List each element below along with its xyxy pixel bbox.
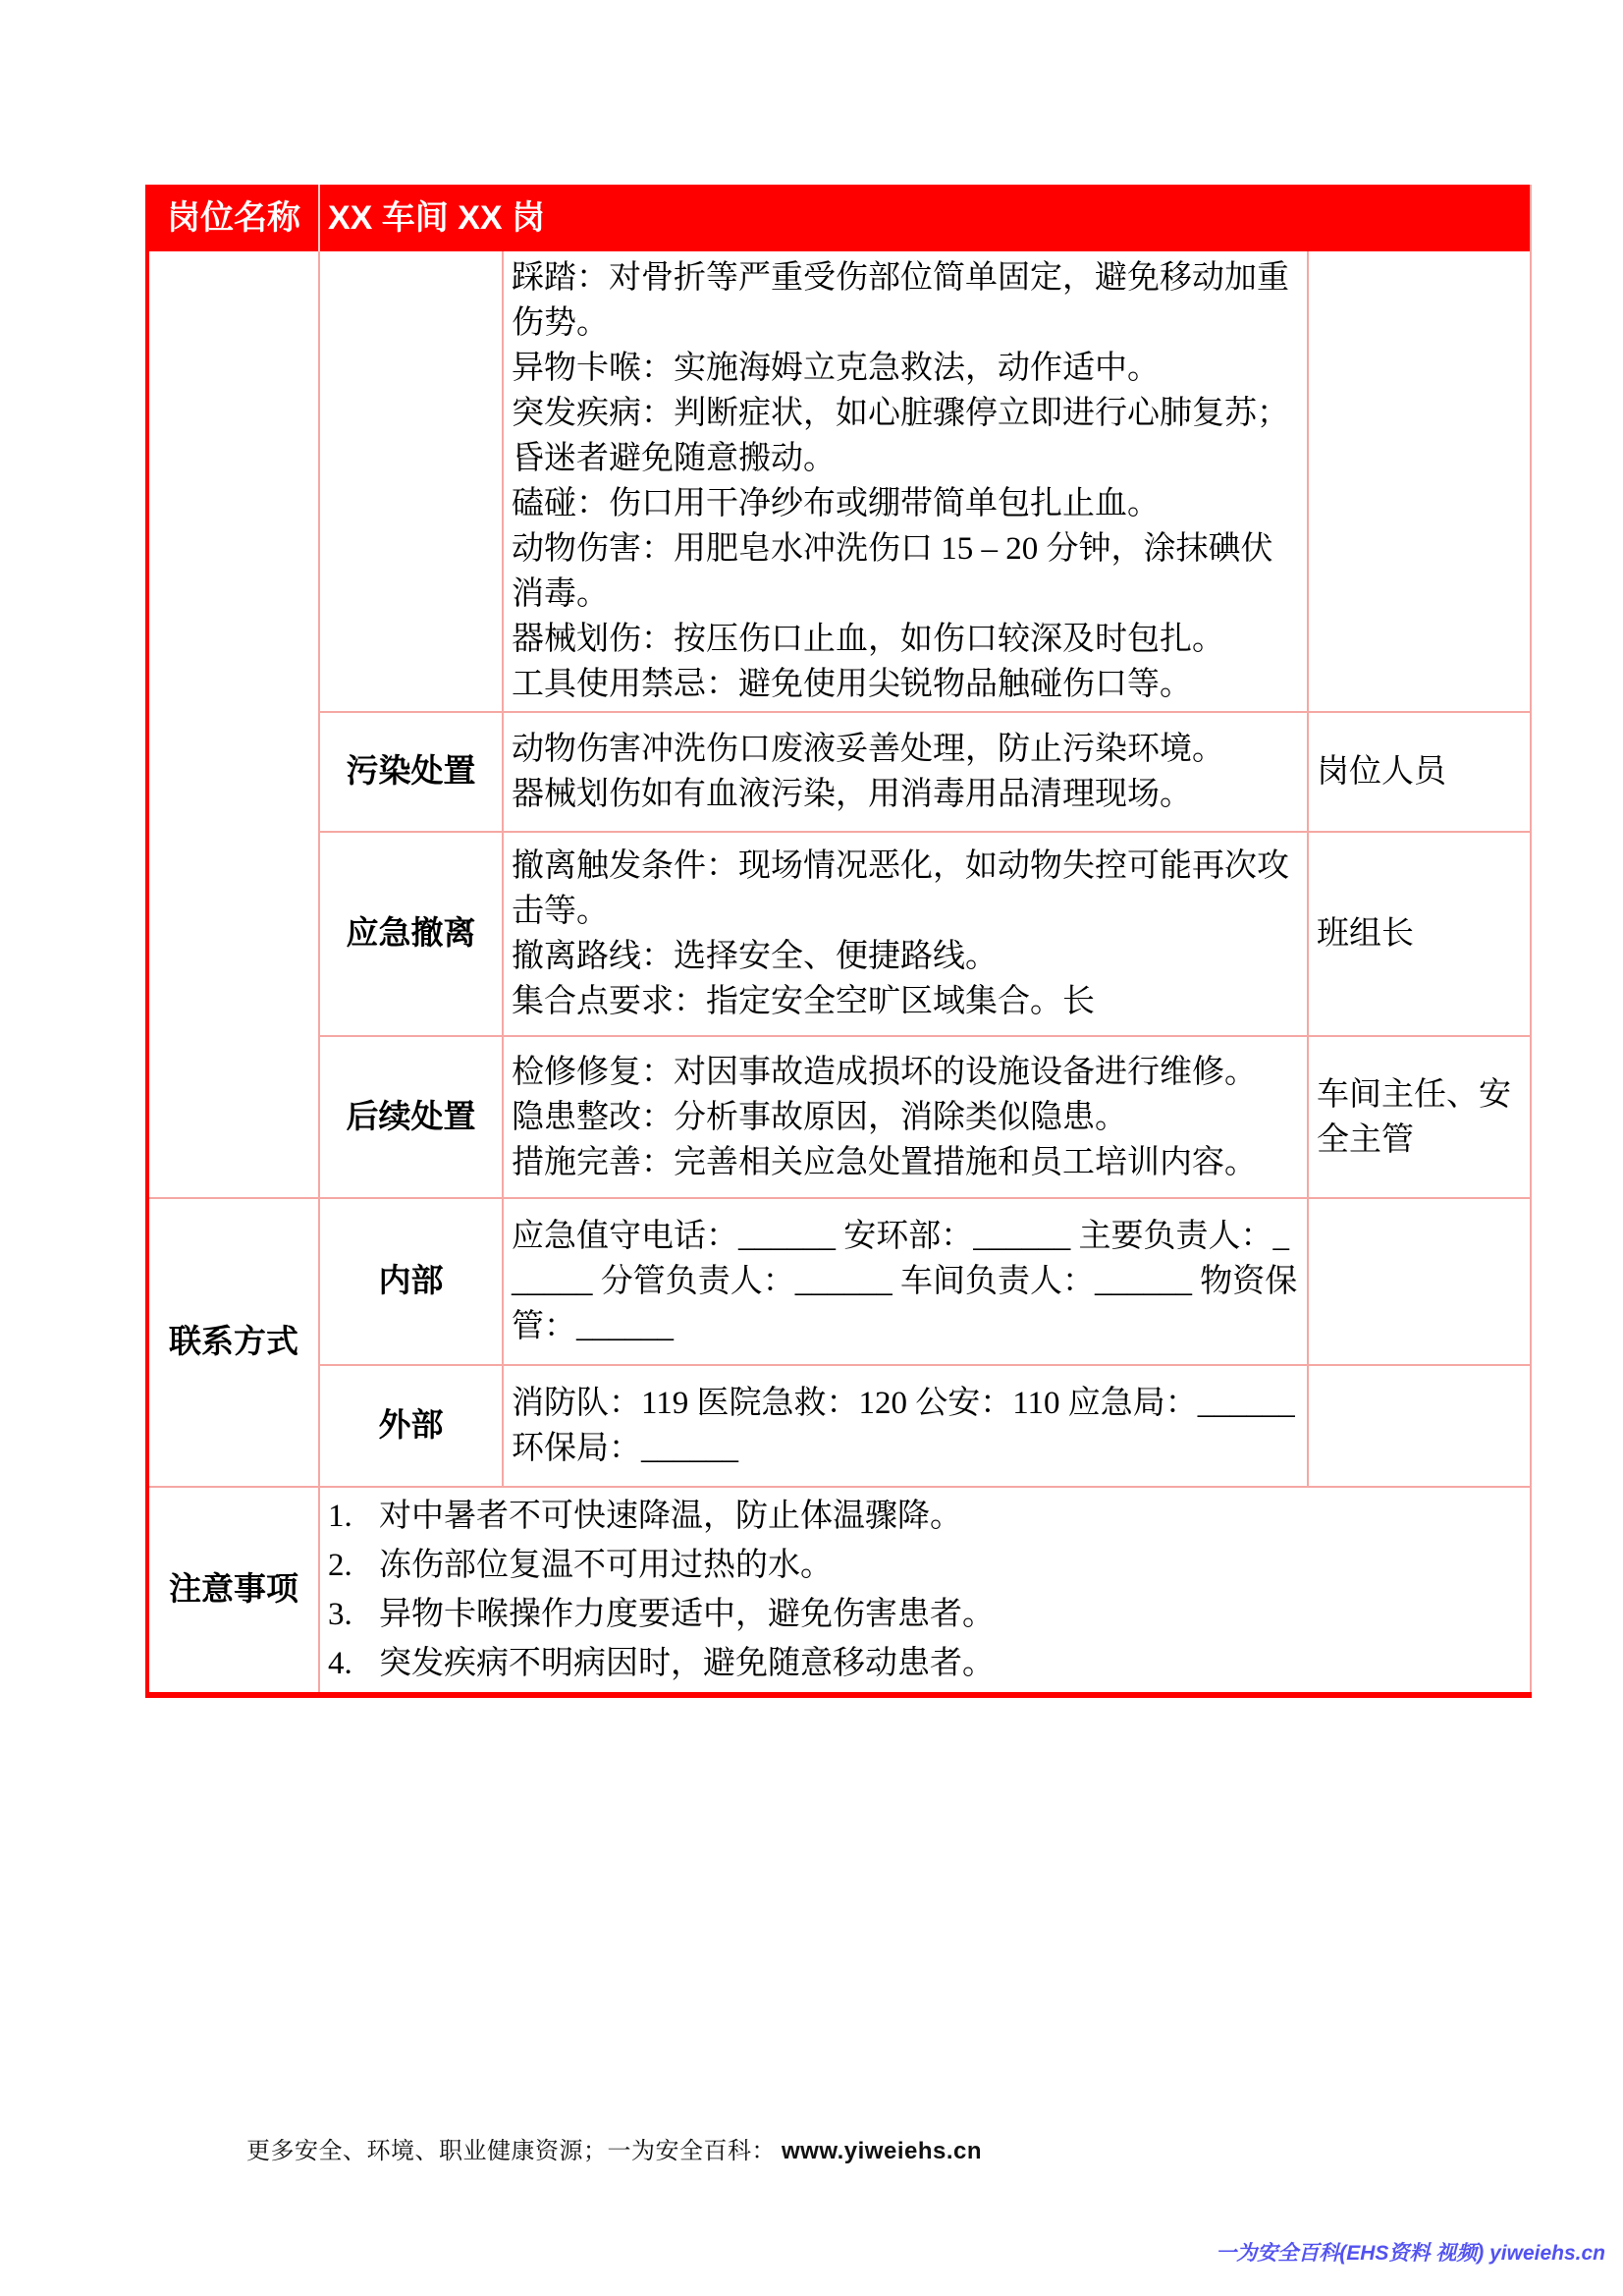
note-number: 4. bbox=[328, 1646, 352, 1681]
note-text: 突发疾病不明病因时，避免随意移动患者。 bbox=[379, 1646, 995, 1681]
emergency-response-card-table bbox=[145, 185, 1532, 1698]
responsible-empty-cell bbox=[1308, 1365, 1531, 1487]
content-paragraph: 检修修复：对因事故造成损坏的设施设备进行维修。 bbox=[512, 1054, 1257, 1090]
note-item bbox=[328, 1541, 1522, 1590]
pollution-disposal-row bbox=[147, 712, 1531, 832]
responsible-empty-cell bbox=[1308, 1198, 1531, 1365]
first-aid-content-cell bbox=[503, 251, 1308, 712]
note-number: 2. bbox=[328, 1548, 352, 1583]
responsible-empty-cell bbox=[1308, 251, 1531, 712]
contact-internal-row bbox=[147, 1198, 1531, 1365]
responsible-cell: 岗位人员 bbox=[1308, 712, 1531, 832]
first-aid-paragraph: 工具使用禁忌：避免使用尖锐物品触碰伤口等。 bbox=[512, 667, 1192, 702]
first-aid-row bbox=[147, 251, 1531, 712]
content-paragraph: 动物伤害冲洗伤口废液妥善处理，防止污染环境。 bbox=[512, 732, 1224, 767]
footer-resources-line bbox=[246, 2131, 982, 2165]
footer-resources-text: 更多安全、环境、职业健康资源；一为安全百科： bbox=[246, 2138, 776, 2164]
notes-label-cell: 注意事项 bbox=[147, 1487, 319, 1695]
post-name-header-label: 岗位名称 bbox=[147, 185, 319, 251]
contact-external-row bbox=[147, 1365, 1531, 1487]
content-paragraph: 隐患整改：分析事故原因，消除类似隐患。 bbox=[512, 1099, 1127, 1135]
content-paragraph: 措施完善：完善相关应急处置措施和员工培训内容。 bbox=[512, 1144, 1257, 1180]
notes-row bbox=[147, 1487, 1531, 1695]
first-aid-paragraph: 磕碰：伤口用干净纱布或绷带简单包扎止血。 bbox=[512, 486, 1160, 521]
emergency-evacuation-row bbox=[147, 832, 1531, 1036]
content-paragraph: 撤离触发条件：现场情况恶化，如动物失控可能再次攻击等。 bbox=[512, 848, 1289, 929]
content-paragraph: 撤离路线：选择安全、便捷路线。 bbox=[512, 939, 998, 974]
external-contact-content-cell bbox=[503, 1365, 1308, 1487]
internal-label-cell: 内部 bbox=[319, 1198, 503, 1365]
first-aid-paragraph: 突发疾病：判断症状，如心脏骤停立即进行心肺复苏；昏迷者避免随意搬动。 bbox=[512, 396, 1289, 476]
first-aid-paragraph: 异物卡喉：实施海姆立克急救法，动作适中。 bbox=[512, 351, 1160, 386]
post-name-header-value: XX 车间 XX 岗 bbox=[319, 185, 1531, 251]
first-aid-paragraph: 器械划伤：按压伤口止血，如伤口较深及时包扎。 bbox=[512, 622, 1224, 657]
first-aid-paragraph: 动物伤害：用肥皂水冲洗伤口 15 – 20 分钟，涂抹碘伏消毒。 bbox=[512, 531, 1273, 612]
row-label: 污染处置 bbox=[319, 712, 503, 832]
content-paragraph: 消防队：119 医院急救：120 公安：110 应急局：______ bbox=[512, 1386, 1295, 1421]
responsible-cell: 班组长 bbox=[1308, 832, 1531, 1036]
notes-content-cell bbox=[319, 1487, 1531, 1695]
row-label: 应急撤离 bbox=[319, 832, 503, 1036]
table-header-row bbox=[147, 185, 1531, 251]
contact-label-cell: 联系方式 bbox=[147, 1198, 319, 1487]
pollution-disposal-content-cell bbox=[503, 712, 1308, 832]
external-label-cell: 外部 bbox=[319, 1365, 503, 1487]
footer-resources-url: www.yiweiehs.cn bbox=[782, 2138, 983, 2164]
evacuation-content-cell bbox=[503, 832, 1308, 1036]
content-paragraph: 环保局：______ bbox=[512, 1431, 738, 1466]
note-item bbox=[328, 1639, 1522, 1688]
note-number: 1. bbox=[328, 1499, 352, 1534]
content-paragraph: 应急值守电话：______ 安环部：______ 主要负责人：______ 分管负责人：______ 车间负责人：______ 物资保管：______ bbox=[512, 1219, 1298, 1344]
responsible-cell: 车间主任、安全主管 bbox=[1308, 1036, 1531, 1198]
follow-up-content-cell bbox=[503, 1036, 1308, 1198]
note-item bbox=[328, 1590, 1522, 1639]
follow-up-disposal-row bbox=[147, 1036, 1531, 1198]
note-number: 3. bbox=[328, 1597, 352, 1632]
content-paragraph: 集合点要求：指定安全空旷区域集合。长 bbox=[512, 984, 1095, 1019]
corner-credit-text: 一为安全百科(EHS资料 视频) yiweiehs.cn bbox=[1216, 2242, 1605, 2265]
left-merged-empty-cell bbox=[147, 251, 319, 1198]
note-item bbox=[328, 1492, 1522, 1541]
sublabel-empty-cell bbox=[319, 251, 503, 712]
note-text: 异物卡喉操作力度要适中，避免伤害患者。 bbox=[379, 1597, 995, 1632]
first-aid-paragraph: 踩踏：对骨折等严重受伤部位简单固定，避免移动加重伤势。 bbox=[512, 260, 1289, 341]
internal-contact-content-cell bbox=[503, 1198, 1308, 1365]
row-label: 后续处置 bbox=[319, 1036, 503, 1198]
note-text: 对中暑者不可快速降温，防止体温骤降。 bbox=[379, 1499, 962, 1534]
note-text: 冻伤部位复温不可用过热的水。 bbox=[379, 1548, 833, 1583]
content-paragraph: 器械划伤如有血液污染，用消毒用品清理现场。 bbox=[512, 777, 1192, 812]
